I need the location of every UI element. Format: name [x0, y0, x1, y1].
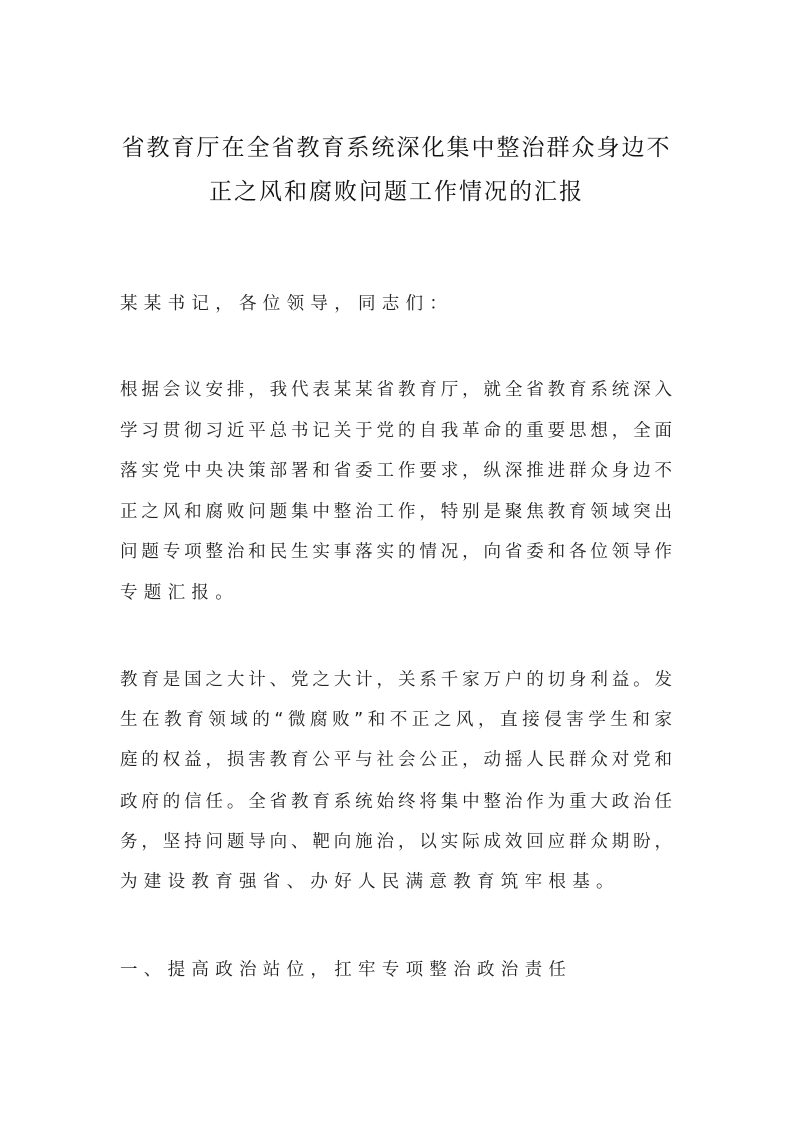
paragraph-2-line-6: 为建设教育强省、办好人民满意教育筑牢根基。	[120, 872, 620, 892]
paragraph-1-line-3: 落实党中央决策部署和省委工作要求，纵深推进群众身边不	[120, 461, 672, 481]
paragraph-1-line-2: 学习贯彻习近平总书记关于党的自我革命的重要思想，全面	[120, 421, 672, 441]
paragraph-1-line-6: 专题汇报。	[120, 583, 239, 603]
paragraph-1-line-1: 根据会议安排，我代表某某省教育厅，就全省教育系统深入	[120, 380, 672, 400]
paragraph-2-line-3: 庭的权益，损害教育公平与社会公正，动摇人民群众对党和	[120, 750, 672, 770]
paragraph-2-line-1: 教育是国之大计、党之大计，关系千家万户的切身利益。发	[120, 670, 672, 690]
paragraph-2-line-2: 生在教育领域的“微腐败”和不正之风，直接侵害学生和家	[120, 710, 672, 730]
paragraph-1-line-5: 问题专项整治和民生实事落实的情况，向省委和各位领导作	[120, 542, 672, 562]
document-title-line-2: 正之风和腐败问题工作情况的汇报	[209, 179, 584, 205]
document-title-line-1: 省教育厅在全省教育系统深化集中整治群众身边不	[121, 135, 672, 161]
section-heading-1: 一、提高政治站位，扛牢专项整治政治责任	[120, 960, 573, 980]
salutation: 某某书记，各位领导，同志们：	[120, 294, 454, 314]
paragraph-2-line-4: 政府的信任。全省教育系统始终将集中整治作为重大政治任	[120, 792, 672, 812]
paragraph-1-line-4: 正之风和腐败问题集中整治工作，特别是聚焦教育领域突出	[120, 502, 672, 522]
paragraph-2-line-5: 务，坚持问题导向、靶向施治，以实际成效回应群众期盼，	[120, 832, 672, 852]
